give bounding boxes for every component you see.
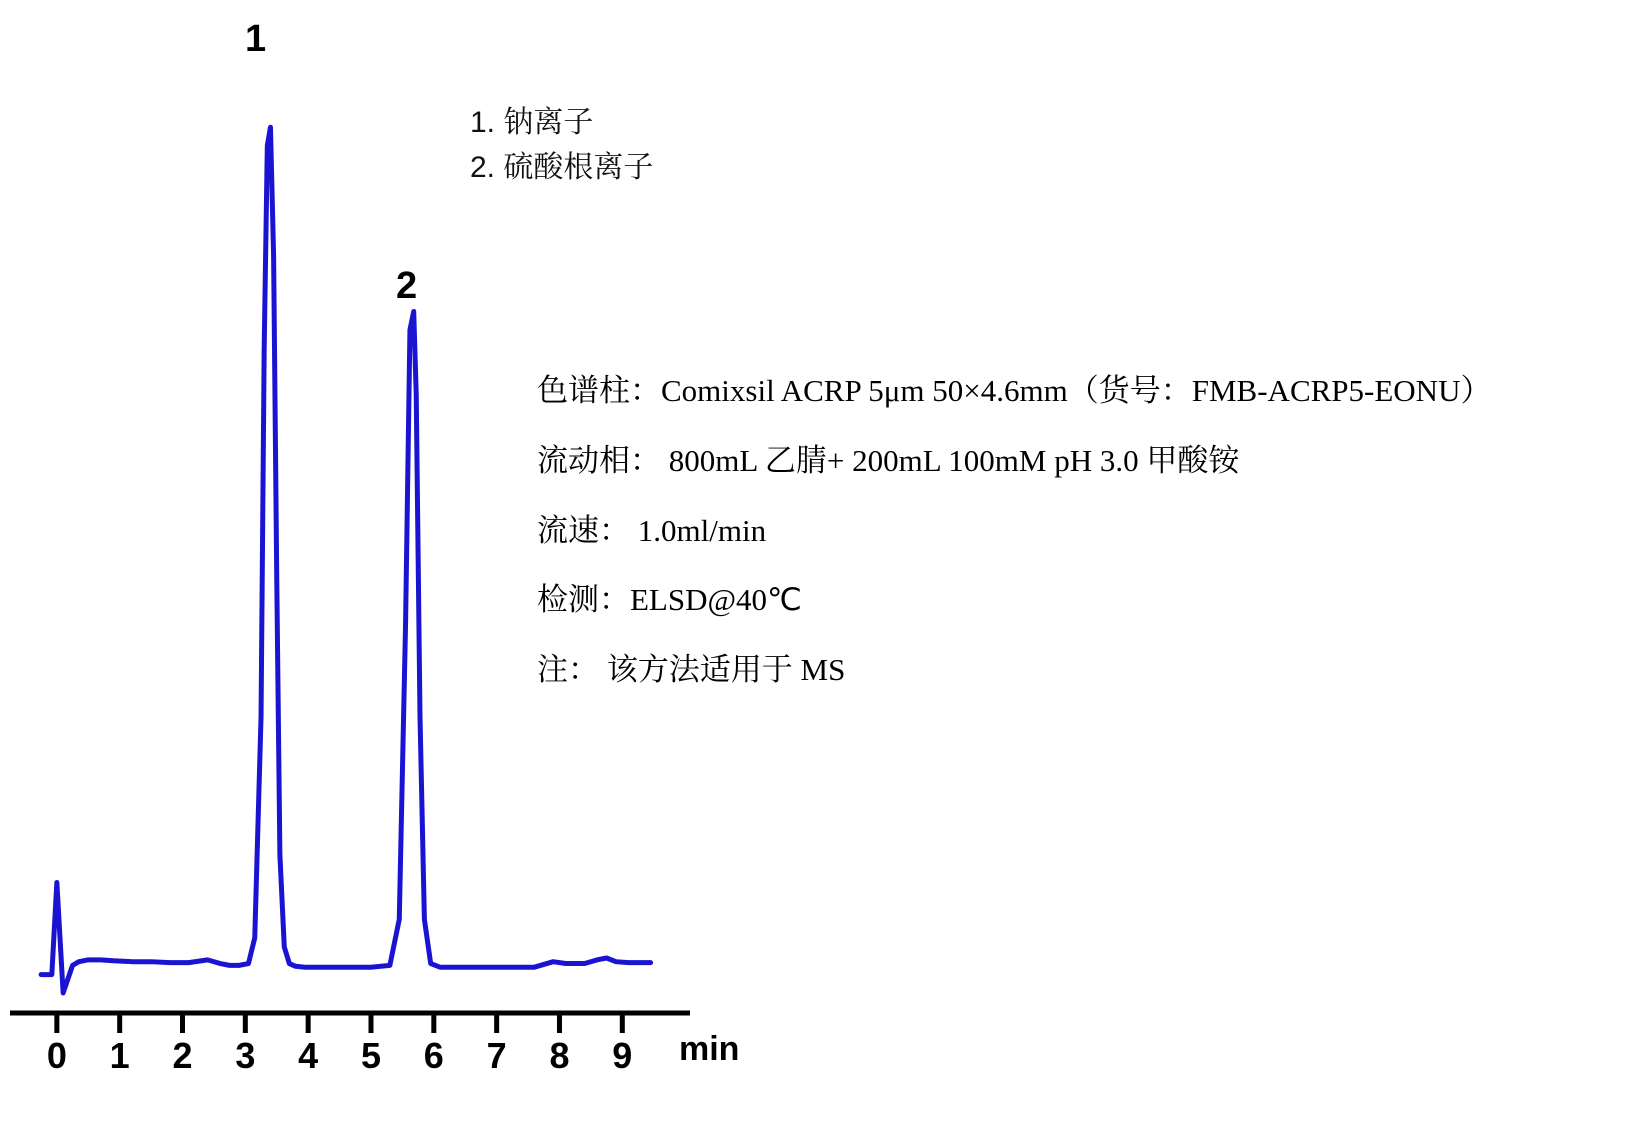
x-axis-tick-label: 3 (235, 1035, 256, 1076)
x-axis-tick-label: 2 (172, 1035, 193, 1076)
x-axis-tick-label: 1 (109, 1035, 130, 1076)
x-axis-tick-label: 9 (612, 1035, 633, 1076)
method-line-detection: 检测：ELSD@40℃ (537, 582, 802, 618)
peak-label-2: 2 (396, 265, 418, 307)
peak-legend (470, 100, 653, 190)
x-axis-tick-label: 7 (486, 1035, 507, 1076)
method-line-column: 色谱柱：Comixsil ACRP 5μm 50×4.6mm（货号：FMB-ACRP5-EONU） (537, 373, 1492, 408)
method-line-mobile-phase: 流动相： 800mL 乙腈+ 200mL 100mM pH 3.0 甲酸铵 (537, 442, 1240, 478)
x-axis-unit-label: min (679, 1030, 740, 1068)
method-line-flow-rate: 流速： 1.0ml/min (537, 512, 767, 548)
x-axis-tick-label: 5 (360, 1035, 381, 1076)
x-axis-tick-label: 8 (549, 1035, 570, 1076)
x-axis-ticks (57, 1013, 622, 1033)
x-axis-tick-label: 6 (423, 1035, 444, 1076)
x-axis-tick-label: 4 (298, 1035, 319, 1076)
method-conditions-block (537, 372, 1597, 721)
legend-item-1: 1. 钠离子 (470, 106, 594, 139)
legend-item-2: 2. 硫酸根离子 (470, 151, 654, 184)
x-axis-tick-label: 0 (46, 1035, 67, 1076)
method-line-note: 注： 该方法适用于 MS (537, 652, 846, 687)
peak-label-1: 1 (245, 18, 267, 60)
